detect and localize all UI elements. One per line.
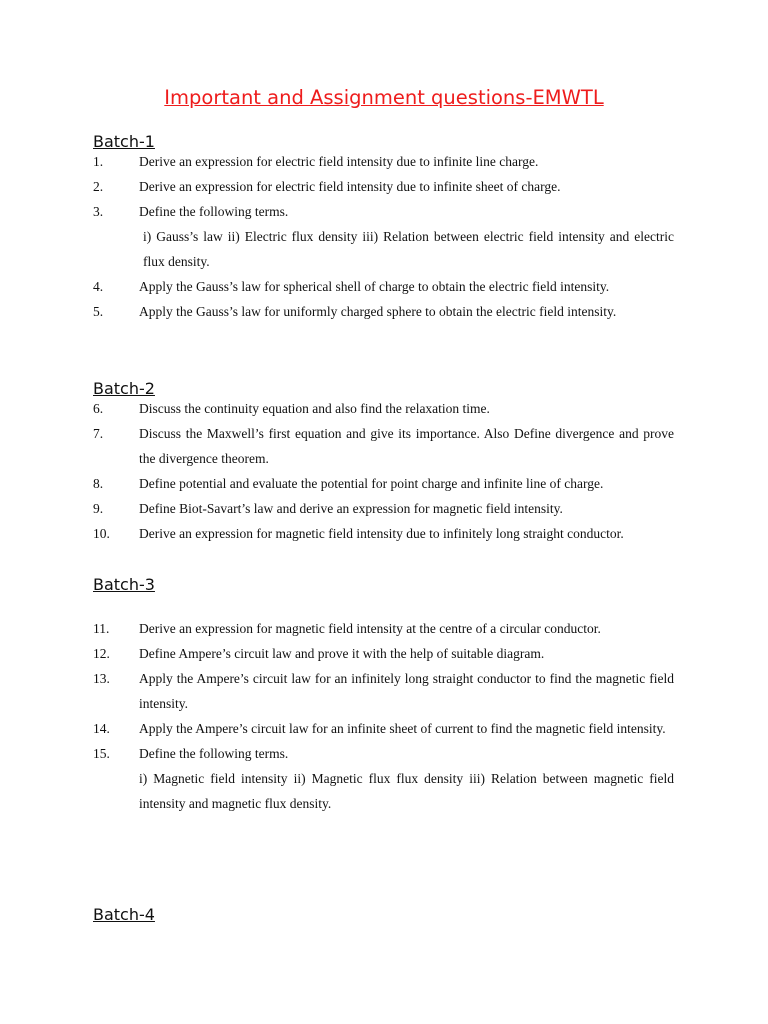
- list-item: [93, 641, 674, 666]
- question-number: 7.: [93, 426, 104, 441]
- list-item: [93, 396, 674, 421]
- question-number: 15.: [93, 746, 110, 761]
- list-item: [93, 616, 674, 641]
- batch-heading: Batch-1: [93, 132, 155, 151]
- question-list: [93, 616, 674, 816]
- batch-heading: Batch-4: [93, 905, 155, 924]
- question-text: Derive an expression for electric field intensity due to infinite sheet of charge.: [139, 179, 561, 194]
- question-text: Define the following terms.: [139, 746, 289, 761]
- list-item: [93, 666, 674, 716]
- batch-heading: Batch-2: [93, 379, 155, 398]
- question-text: Derive an expression for electric field intensity due to infinite line charge.: [139, 154, 539, 169]
- list-item: [93, 716, 674, 741]
- page-title: Important and Assignment questions-EMWTL: [164, 86, 604, 109]
- batch-3-section: [93, 575, 674, 816]
- question-number: 3.: [93, 204, 104, 219]
- batch-2-section: [93, 379, 674, 546]
- question-number: 4.: [93, 279, 104, 294]
- list-item: [93, 521, 674, 546]
- question-number: 11.: [93, 621, 110, 636]
- list-item: [93, 741, 674, 816]
- question-number: 6.: [93, 401, 104, 416]
- question-number: 5.: [93, 304, 104, 319]
- question-text: Define Biot-Savart’s law and derive an expression for magnetic field intensity.: [139, 501, 563, 516]
- question-number: 2.: [93, 179, 104, 194]
- list-item: [93, 174, 674, 199]
- question-text: Derive an expression for magnetic field intensity at the centre of a circular conductor.: [139, 621, 601, 636]
- batch-heading: Batch-3: [93, 575, 155, 594]
- batch-4-section: [93, 905, 674, 925]
- list-item: [93, 471, 674, 496]
- question-number: 12.: [93, 646, 110, 661]
- question-text: Define Ampere’s circuit law and prove it with the help of suitable diagram.: [139, 646, 545, 661]
- question-text: Discuss the continuity equation and also find the relaxation time.: [139, 401, 490, 416]
- batch-1-section: [93, 132, 674, 324]
- list-item: [93, 421, 674, 471]
- question-text: Define the following terms.: [139, 204, 289, 219]
- question-text: Apply the Gauss’s law for uniformly charged sphere to obtain the electric field intensity.: [139, 304, 617, 319]
- question-text: Apply the Ampere’s circuit law for an infinitely long straight conductor to find the magnetic field intensity.: [139, 671, 674, 711]
- question-number: 9.: [93, 501, 104, 516]
- question-number: 8.: [93, 476, 104, 491]
- question-list: [93, 149, 674, 324]
- question-number: 10.: [93, 526, 110, 541]
- question-subtext: i) Gauss’s law ii) Electric flux density iii) Relation between electric field intensity and electric flux density.: [143, 229, 674, 269]
- list-item: [93, 149, 674, 174]
- list-item: [93, 299, 674, 324]
- list-item: [93, 199, 674, 274]
- question-number: 1.: [93, 154, 104, 169]
- question-number: 13.: [93, 671, 110, 686]
- question-number: 14.: [93, 721, 110, 736]
- question-text: Apply the Ampere’s circuit law for an infinite sheet of current to find the magnetic field intensity.: [139, 721, 666, 736]
- list-item: [93, 496, 674, 521]
- question-text: Define potential and evaluate the potential for point charge and infinite line of charge.: [139, 476, 604, 491]
- question-text: Apply the Gauss’s law for spherical shell of charge to obtain the electric field intensity.: [139, 279, 610, 294]
- question-list: [93, 396, 674, 546]
- question-text: Derive an expression for magnetic field intensity due to infinitely long straight conductor.: [139, 526, 624, 541]
- list-item: [93, 274, 674, 299]
- question-subtext: i) Magnetic field intensity ii) Magnetic flux flux density iii) Relation between magnetic field intensity and magnetic flux density.: [139, 771, 674, 811]
- question-text: Discuss the Maxwell’s first equation and give its importance. Also Define divergence and prove the divergence theorem.: [139, 426, 674, 466]
